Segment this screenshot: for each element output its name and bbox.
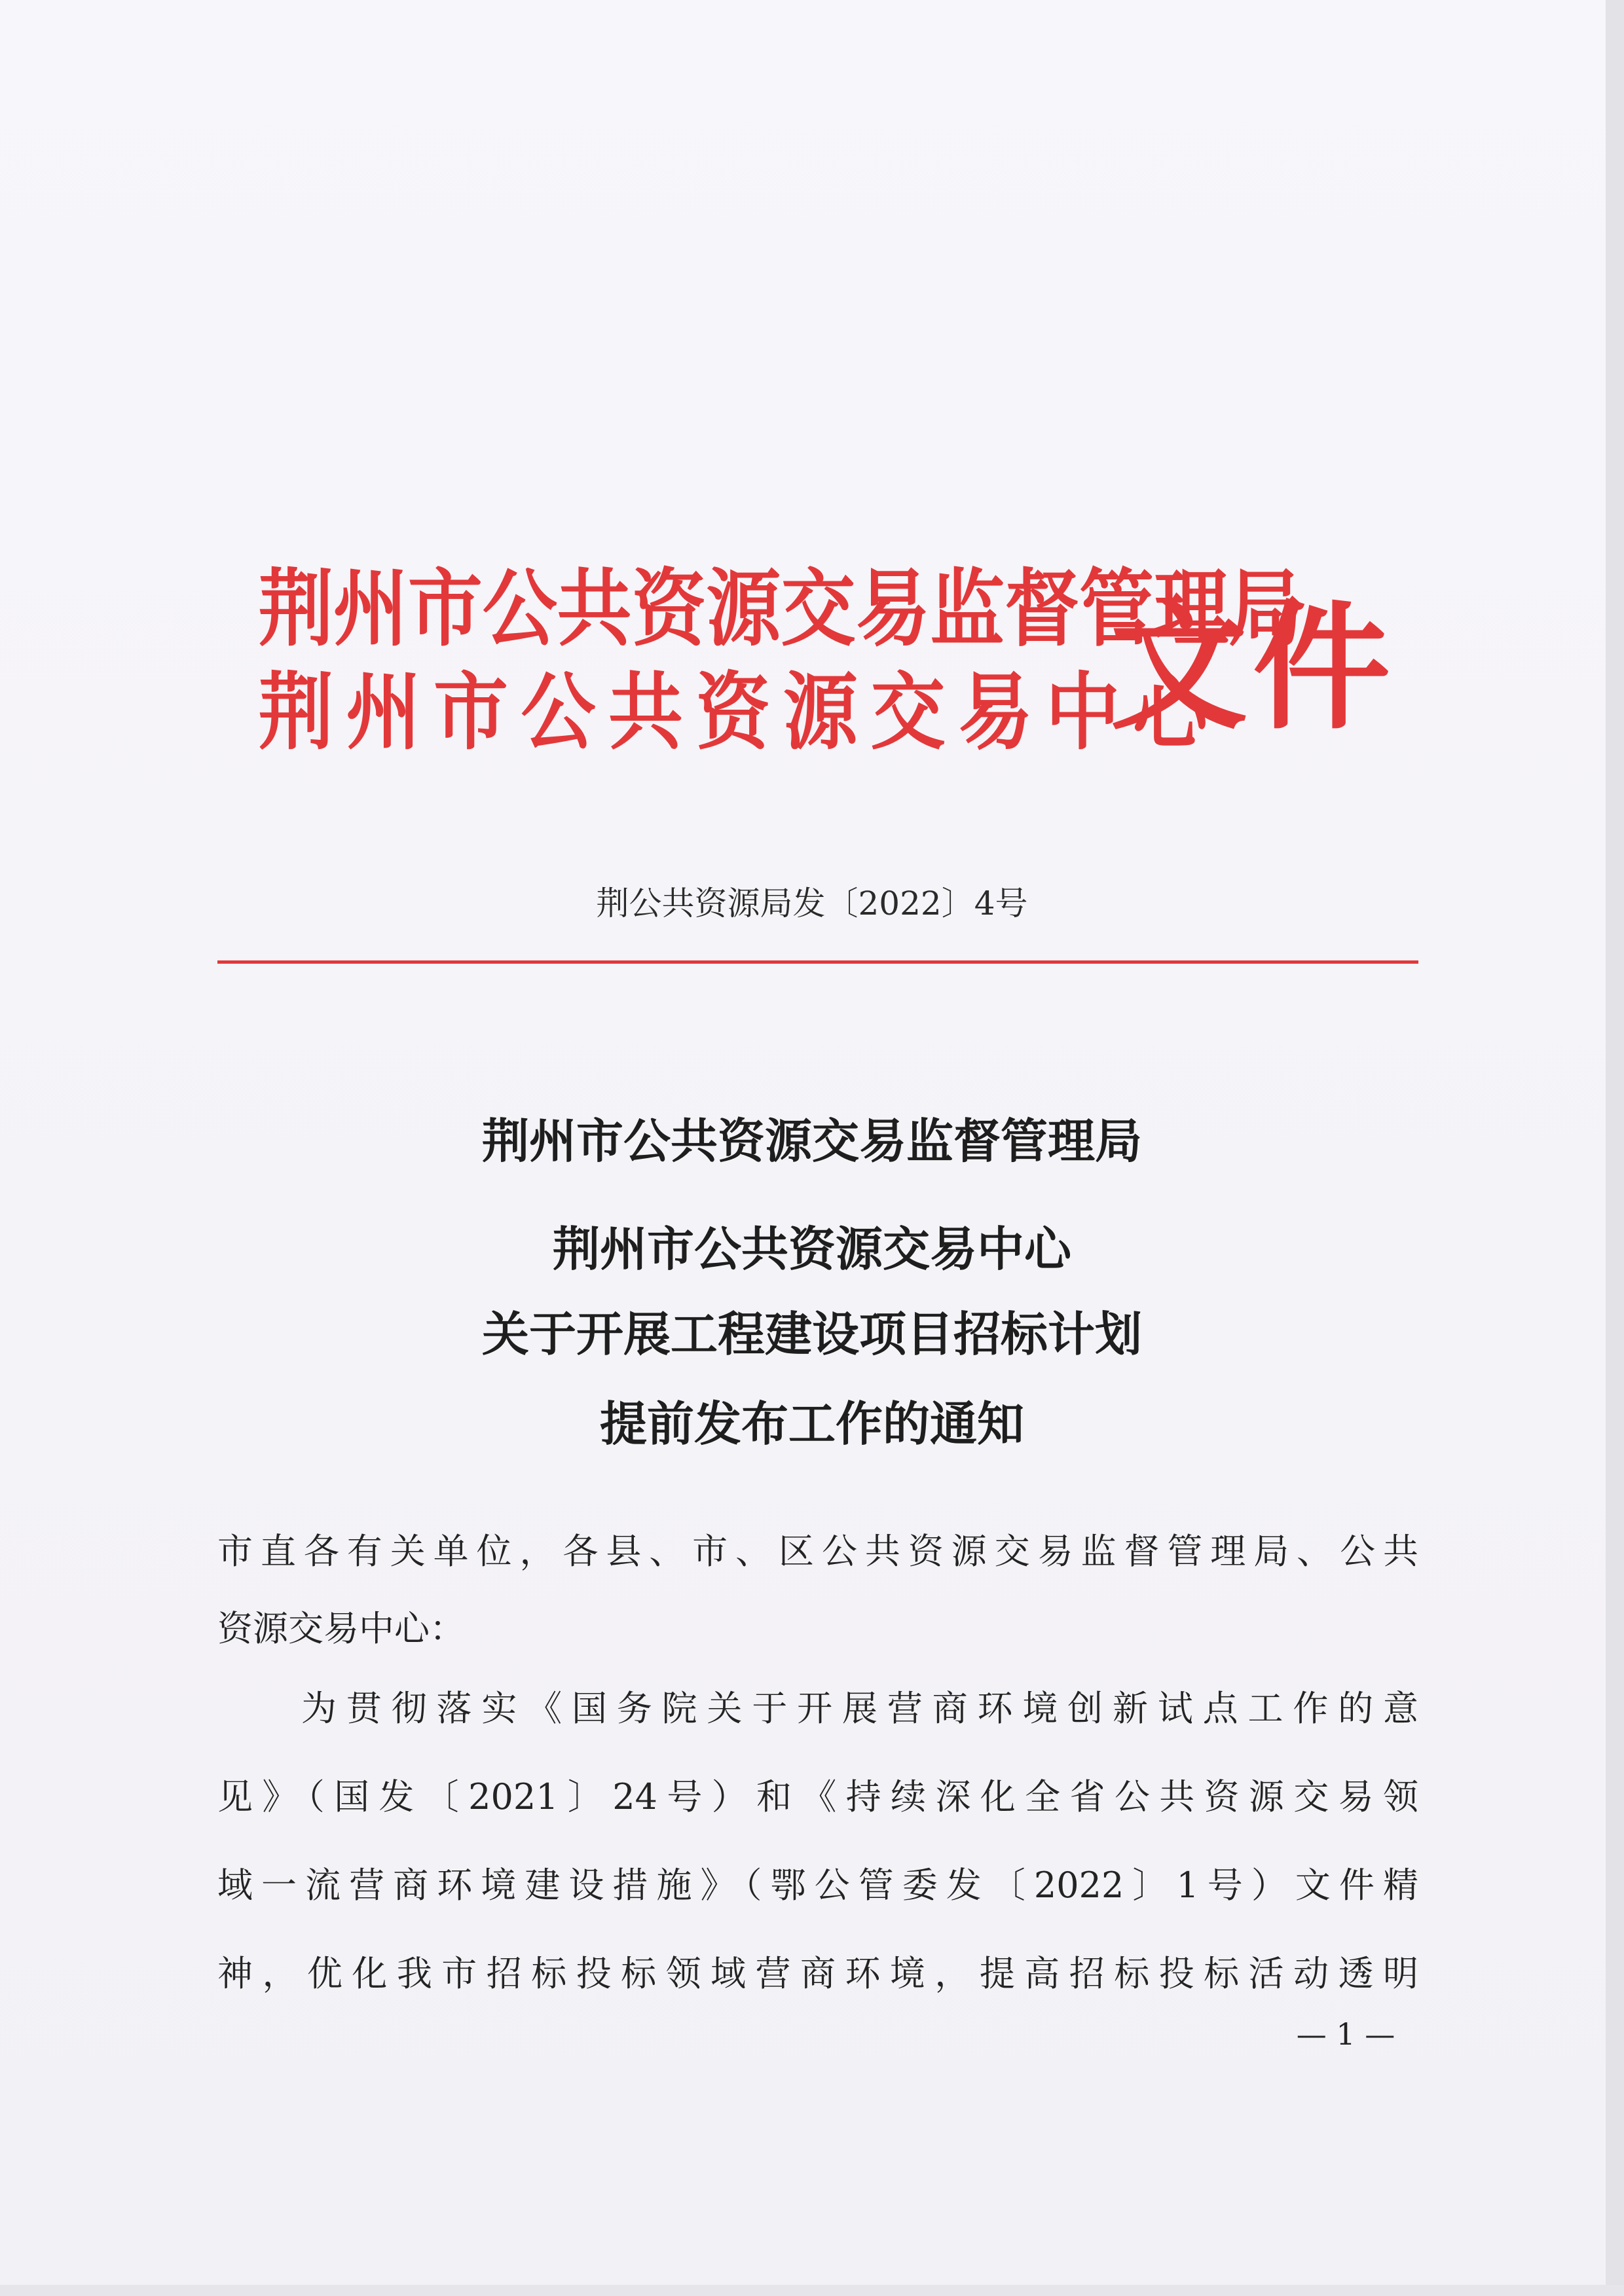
page-number: — 1 — (1296, 2016, 1395, 2052)
title-line-2: 荆州市公共资源交易中心 (552, 1222, 1071, 1277)
masthead-document-type: 文件 (1110, 587, 1396, 748)
title-line-1: 荆州市公共资源交易监督管理局 (481, 1114, 1142, 1169)
body-paragraph-line: 见》（国发〔2021〕24号）和《持续深化全省公共资源交易领 (217, 1776, 1418, 1817)
document-number: 荆公共资源局发〔2022〕4号 (596, 884, 1028, 922)
masthead-issuer-1: 荆州市公共资源交易监督管理局 (259, 560, 1303, 658)
body-paragraph-line: 神，优化我市招标投标领域营商环境，提高招标投标活动透明 (217, 1953, 1418, 1994)
page-edge-bottom (0, 2285, 1624, 2296)
addressee-line-2: 资源交易中心： (217, 1608, 465, 1649)
title-line-3: 关于开展工程建设项目招标计划 (481, 1307, 1142, 1362)
masthead-issuer-2: 荆州市公共资源交易中心 (259, 663, 1221, 761)
red-separator-rule (217, 960, 1418, 964)
body-paragraph-line: 域一流营商环境建设措施》（鄂公管委发〔2022〕1号）文件精 (217, 1865, 1418, 1906)
body-paragraph-line: 为贯彻落实《国务院关于开展营商环境创新试点工作的意 (301, 1688, 1418, 1729)
title-line-4: 提前发布工作的通知 (599, 1396, 1024, 1451)
addressee-line-1: 市直各有关单位，各县、市、区公共资源交易监督管理局、公共 (217, 1531, 1418, 1572)
